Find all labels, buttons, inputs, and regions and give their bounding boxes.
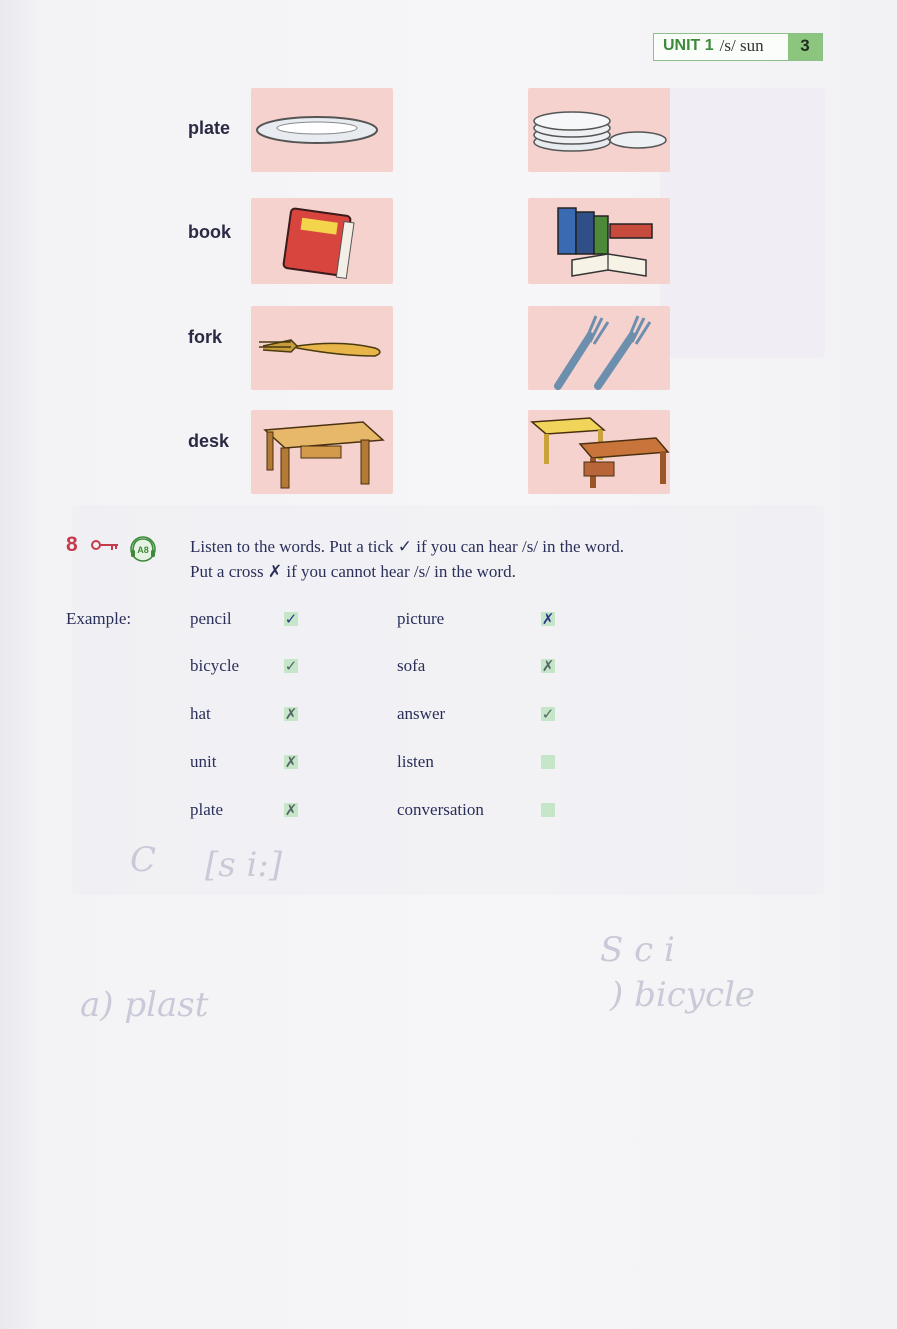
answer-mark: ✗ [541, 657, 555, 675]
desk-single-image [251, 410, 393, 494]
pencil-scribble: C [130, 840, 157, 880]
vocab-word-fork: fork [188, 327, 223, 347]
answer-mark: ✗ [284, 753, 298, 771]
forks-pair-image [528, 306, 670, 390]
vocab-word-desk: desk [188, 431, 230, 451]
item-word: plate [190, 800, 224, 819]
audio-track-label: A8 [137, 545, 149, 555]
item-word: bicycle [190, 656, 240, 675]
plates-stack-image [528, 88, 670, 172]
answer-box[interactable] [541, 707, 555, 721]
answer-mark: ✓ [284, 610, 298, 628]
answer-box[interactable] [541, 803, 555, 817]
item-word: picture [397, 609, 445, 628]
unit-header-badge [653, 33, 823, 61]
answer-mark: ✗ [541, 610, 555, 628]
sound-label: /s/ sun [719, 36, 764, 55]
answer-box[interactable] [541, 755, 555, 769]
answer-box[interactable] [284, 612, 298, 626]
item-word: sofa [397, 656, 426, 675]
books-group-image [528, 198, 670, 284]
plate-single-image [251, 88, 393, 172]
unit-label: UNIT 1 [663, 37, 714, 54]
example-label: Example: [66, 609, 132, 628]
answer-box[interactable] [541, 612, 555, 626]
instruction-line-1: Listen to the words. Put a tick ✓ if you can hear /s/ in the word. [190, 537, 624, 556]
item-word: conversation [397, 800, 484, 819]
audio-cd-icon[interactable] [128, 535, 158, 563]
bleed-through-panel [660, 88, 825, 358]
answer-box[interactable] [284, 659, 298, 673]
pencil-scribble: a) plast [80, 985, 209, 1025]
book-single-image [251, 198, 393, 284]
vocab-word-plate: plate [188, 118, 231, 138]
item-word: unit [190, 752, 217, 771]
pencil-scribble: [s i:] [205, 845, 283, 885]
desks-pair-image [528, 410, 670, 494]
item-word: pencil [190, 609, 232, 628]
answer-box[interactable] [541, 659, 555, 673]
answer-mark: ✗ [284, 801, 298, 819]
answer-mark: ✓ [284, 657, 298, 675]
instruction-line-2: Put a cross ✗ if you cannot hear /s/ in the word. [190, 562, 516, 581]
item-word: hat [190, 704, 211, 723]
fork-single-image [251, 306, 393, 390]
key-icon [90, 537, 120, 553]
exercise-number: 8 [66, 533, 78, 556]
pencil-scribble: ) bicycle [610, 975, 755, 1015]
answer-box[interactable] [284, 803, 298, 817]
answer-mark: ✗ [284, 705, 298, 723]
item-word: listen [397, 752, 434, 771]
answer-box[interactable] [284, 707, 298, 721]
answer-mark: ✓ [541, 705, 555, 723]
answer-box[interactable] [284, 755, 298, 769]
page-number: 3 [788, 34, 822, 60]
item-word: answer [397, 704, 446, 723]
pencil-scribble: S c i [600, 930, 675, 970]
vocab-word-book: book [188, 222, 231, 242]
